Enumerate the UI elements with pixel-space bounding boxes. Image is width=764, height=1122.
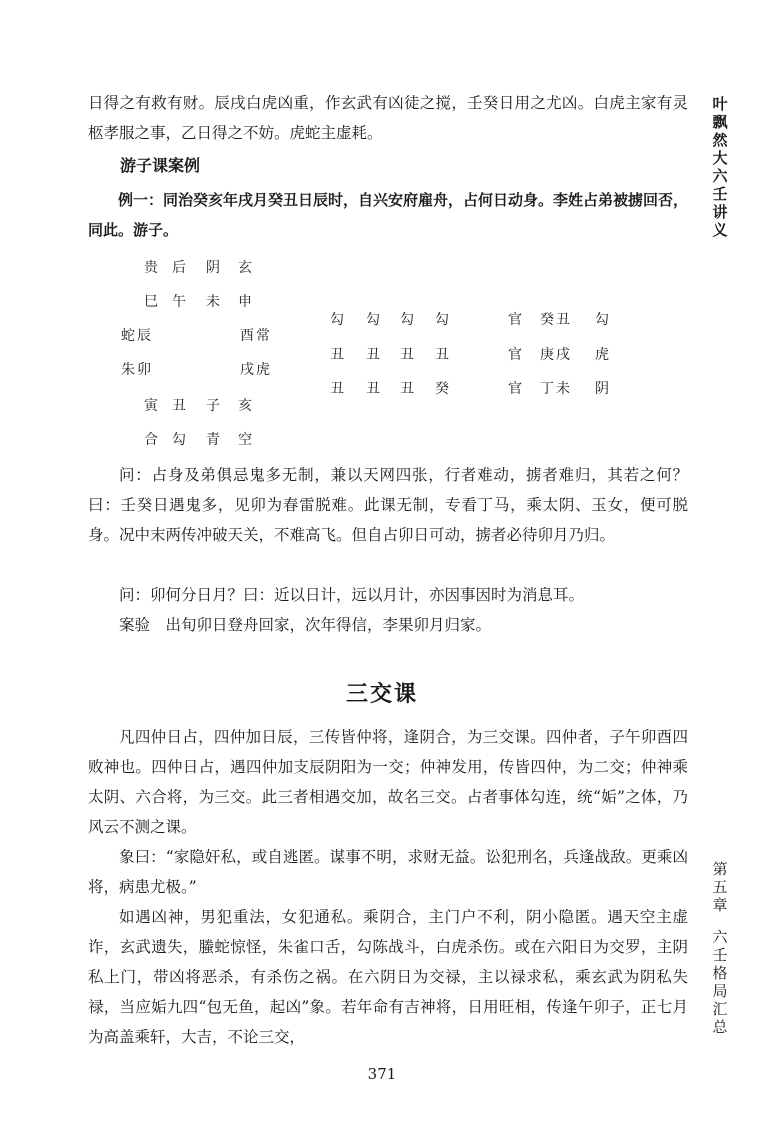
- section-title-sanjiao: 三交课: [345, 682, 418, 707]
- lesson-cell: 丑: [330, 347, 344, 363]
- chapter-char: 五: [712, 878, 728, 896]
- plate-top-branch: 未: [206, 294, 220, 310]
- lesson-cell: 勾: [435, 312, 449, 328]
- example-one-paragraph: 例一：同治癸亥年戌月癸丑日辰时，自兴安府雇舟，占何日动身。李姓占弟被掳回否，同此。游子。: [88, 191, 689, 239]
- lesson-cell: 丑: [330, 381, 344, 397]
- chapter-char: 章: [712, 896, 728, 914]
- plate-right-cell: 酉常: [240, 328, 272, 344]
- transmission-relation: 官: [508, 312, 522, 328]
- plate-top-branch: 申: [238, 294, 252, 310]
- transmission-general: 阴: [595, 381, 609, 397]
- lesson-cell: 癸: [435, 381, 449, 397]
- lesson-cell: 丑: [400, 347, 414, 363]
- plate-bottom-general: 空: [238, 432, 252, 448]
- book-title-char: 大: [712, 149, 728, 167]
- lesson-cell: 丑: [366, 381, 380, 397]
- lesson-cell: 勾: [330, 312, 344, 328]
- book-title-char: 讲: [712, 203, 728, 221]
- section-char: 六: [712, 928, 728, 946]
- section-char: 壬: [712, 946, 728, 964]
- plate-top-branch: 巳: [144, 294, 158, 310]
- section-char: 汇: [712, 1000, 728, 1018]
- lesson-cell: 丑: [435, 347, 449, 363]
- case-verification: 案验 出旬卯日登舟回家，次年得信，李果卯月归家。: [119, 616, 492, 634]
- plate-bottom-branch: 丑: [172, 398, 186, 414]
- sanjiao-interpretation: 如遇凶神，男犯重法，女犯通私。乘阴合，主门户不利，阴小隐匿。遇天空主虚诈，玄武遗失，螣蛇惊怪，朱雀口舌，勾陈战斗，白虎杀伤。或在六阳日为交罗，主阴私上门，带凶将恶杀，有杀伤之祸。在六阴日为交禄，主以禄求私，乘玄武为阴私失禄，当应姤九四“包无鱼，起凶”象。若年命有吉神将，日用旺相，传逢午卯子，正七月为高盖乘轩，大吉，不论三交，: [88, 908, 688, 1046]
- plate-top-branch: 午: [172, 294, 186, 310]
- book-title-char: 六: [712, 167, 728, 185]
- transmission-branch: 癸丑: [540, 312, 572, 328]
- question-paragraph: 问：占身及弟俱忌鬼多无制，兼以天网四张，行者难动，掳者难归，其若之何？曰：壬癸日遇鬼多，见卯为春雷脱难。此课无制，专看丁马，乘太阴、玉女，便可脱身。况中末两传冲破天关，不难高飞。但自占卯日可动，掳者必待卯月乃归。: [88, 466, 688, 544]
- transmission-general: 勾: [595, 312, 609, 328]
- transmission-relation: 官: [508, 347, 522, 363]
- lesson-cell: 勾: [400, 312, 414, 328]
- plate-bottom-general: 勾: [172, 432, 186, 448]
- paragraph-intro: 日得之有救有财。辰戌白虎凶重，作玄武有凶徒之搅，壬癸日用之尤凶。白虎主家有灵柩孝服之事，乙日得之不妨。虎蛇主虚耗。: [88, 94, 688, 142]
- lesson-cell: 勾: [366, 312, 380, 328]
- plate-top-general: 后: [172, 260, 186, 276]
- plate-left-cell: 蛇辰: [121, 328, 153, 344]
- transmission-relation: 官: [508, 381, 522, 397]
- book-title-char: 壬: [712, 185, 728, 203]
- book-title-char: 义: [712, 221, 728, 239]
- plate-bottom-general: 青: [206, 432, 220, 448]
- question-paragraph-2: 问：卯何分日月？曰：近以日计，远以月计，亦因事因时为消息耳。: [119, 586, 585, 604]
- running-chapter-title: [710, 860, 730, 1036]
- plate-left-cell: 朱卯: [121, 362, 153, 378]
- plate-bottom-branch: 亥: [238, 398, 252, 414]
- running-book-title: [710, 95, 730, 239]
- plate-top-general: 玄: [238, 260, 252, 276]
- transmission-general: 虎: [595, 347, 609, 363]
- plate-bottom-branch: 子: [206, 398, 220, 414]
- transmission-branch: 庚戌: [540, 347, 572, 363]
- chapter-char: 第: [712, 860, 728, 878]
- sanjiao-image-verse: 象曰：“家隐奸私，或自逃匿。谋事不明，求财无益。讼犯刑名，兵逢战敌。更乘凶将，病患尤极。”: [88, 848, 688, 896]
- book-title-char: 飘: [712, 113, 728, 131]
- section-char: 局: [712, 982, 728, 1000]
- section-char: 总: [712, 1018, 728, 1036]
- plate-bottom-general: 合: [144, 432, 158, 448]
- lesson-cell: 丑: [400, 381, 414, 397]
- sanjiao-definition: 凡四仲日占，四仲加日辰，三传皆仲将，逢阴合，为三交课。四仲者，子午卯酉四败神也。四仲日占，遇四仲加支辰阴阳为一交；仲神发用，传皆四仲，为二交；仲神乘太阴、六合将，为三交。此三者相遇交加，故名三交。占者事体勾连，统“姤”之体，乃风云不测之课。: [88, 728, 688, 836]
- transmission-branch: 丁未: [540, 381, 572, 397]
- plate-top-general: 贵: [144, 260, 158, 276]
- section-heading-youzi-cases: 游子课案例: [120, 156, 201, 175]
- page-number: 371: [367, 1065, 397, 1083]
- lesson-cell: 丑: [366, 347, 380, 363]
- plate-top-general: 阴: [206, 260, 220, 276]
- section-char: 格: [712, 964, 728, 982]
- book-title-char: 叶: [712, 95, 728, 113]
- plate-right-cell: 戌虎: [240, 362, 272, 378]
- book-title-char: 然: [712, 131, 728, 149]
- plate-bottom-branch: 寅: [144, 398, 158, 414]
